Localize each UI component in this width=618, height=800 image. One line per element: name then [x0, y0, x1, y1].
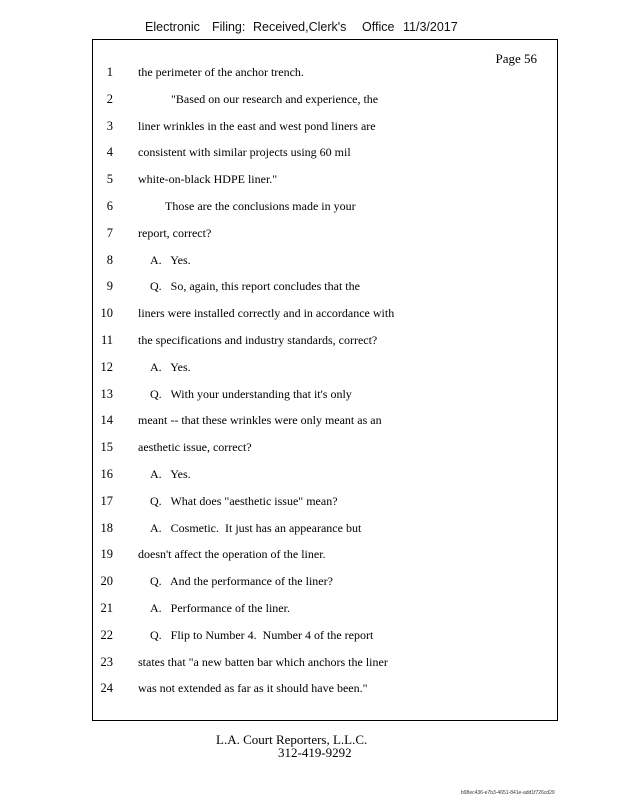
- line-text: Q. So, again, this report concludes that the: [150, 279, 360, 294]
- transcript-page-frame: [92, 39, 558, 721]
- line-number: 18: [100, 520, 113, 535]
- line-number: 7: [106, 225, 113, 240]
- filing-stamp-header: [0, 20, 618, 36]
- transcript-line: [93, 544, 559, 564]
- line-text: doesn't affect the operation of the liner.: [138, 547, 326, 562]
- transcript-line: [93, 250, 559, 270]
- line-number: 8: [106, 252, 113, 267]
- header-filing: Filing:: [212, 20, 246, 34]
- line-text: consistent with similar projects using 60 mil: [138, 145, 351, 160]
- line-text: meant -- that these wrinkles were only meant as an: [138, 413, 382, 428]
- transcript-line: [93, 330, 559, 350]
- line-text: liner wrinkles in the east and west pond liners are: [138, 118, 376, 133]
- line-number: 10: [100, 306, 113, 321]
- transcript-line: [93, 410, 559, 430]
- transcript-line: [93, 571, 559, 591]
- header-date: 11/3/2017: [403, 20, 458, 34]
- line-text: A. Cosmetic. It just has an appearance but: [150, 520, 362, 535]
- transcript-line: [93, 142, 559, 162]
- line-text: the specifications and industry standards, correct?: [138, 333, 378, 347]
- document-hash: b98ec436-e7b3-4651-841e-add1f726cd29: [461, 790, 555, 796]
- transcript-line: [93, 678, 559, 698]
- transcript-line: [93, 652, 559, 672]
- line-text: Q. What does "aesthetic issue" mean?: [150, 493, 338, 508]
- line-number: 13: [100, 386, 113, 401]
- line-number: 12: [100, 359, 113, 374]
- line-number: 23: [100, 654, 113, 669]
- line-number: 4: [106, 145, 113, 160]
- line-number: 21: [100, 601, 113, 615]
- transcript-line: [93, 62, 559, 82]
- transcript-line: [93, 384, 559, 404]
- transcript-line: [93, 196, 559, 216]
- line-text: Q. And the performance of the liner?: [150, 574, 333, 589]
- line-text: states that "a new batten bar which anchors the liner: [138, 654, 388, 669]
- transcript-line: [93, 116, 559, 136]
- transcript-line: [93, 464, 559, 484]
- transcript-line: [93, 437, 559, 457]
- line-number: 20: [100, 574, 113, 589]
- transcript-line: [93, 276, 559, 296]
- page-number: Page 56: [495, 51, 537, 66]
- line-number: 1: [106, 65, 113, 79]
- line-text: A. Yes.: [150, 252, 191, 267]
- header-electronic: Electronic: [145, 20, 200, 34]
- line-number: 2: [106, 91, 113, 106]
- line-text: aesthetic issue, correct?: [138, 440, 252, 455]
- transcript-line: [93, 89, 559, 109]
- line-text: Those are the conclusions made in your: [165, 199, 356, 213]
- header-received: Received,Clerk's: [253, 20, 347, 34]
- transcript-line: [93, 169, 559, 189]
- line-text: report, correct?: [138, 225, 212, 240]
- line-number: 14: [100, 413, 113, 428]
- transcript-line: [93, 598, 559, 618]
- line-text: Q. Flip to Number 4. Number 4 of the report: [150, 627, 374, 642]
- transcript-line: [93, 223, 559, 243]
- line-number: 17: [100, 493, 113, 508]
- transcript-line: [93, 625, 559, 645]
- line-number: 3: [106, 118, 113, 133]
- line-text: Q. With your understanding that it's only: [150, 386, 352, 401]
- line-text: A. Yes.: [150, 467, 191, 481]
- line-number: 5: [106, 172, 113, 187]
- line-number: 9: [106, 279, 113, 294]
- transcript-line: [93, 518, 559, 538]
- line-number: 11: [100, 333, 113, 347]
- court-reporter-phone: 312-419-9292: [278, 745, 352, 760]
- line-text: A. Yes.: [150, 359, 191, 374]
- line-text: white-on-black HDPE liner.": [138, 172, 278, 187]
- transcript-line: [93, 357, 559, 377]
- line-text: was not extended as far as it should have been.": [138, 681, 368, 696]
- line-number: 6: [106, 199, 113, 213]
- line-number: 22: [100, 627, 113, 642]
- line-text: A. Performance of the liner.: [150, 601, 290, 615]
- court-reporter-name: L.A. Court Reporters, L.L.C.: [216, 732, 368, 747]
- line-number: 16: [100, 467, 113, 481]
- line-text: the perimeter of the anchor trench.: [138, 65, 304, 79]
- transcript-line: [93, 491, 559, 511]
- line-text: "Based on our research and experience, the: [171, 91, 379, 106]
- line-number: 15: [100, 440, 113, 455]
- line-number: 19: [100, 547, 113, 562]
- line-number: 24: [100, 681, 113, 696]
- header-office: Office: [362, 20, 395, 34]
- transcript-line: [93, 303, 559, 323]
- line-text: liners were installed correctly and in accordance with: [138, 306, 395, 321]
